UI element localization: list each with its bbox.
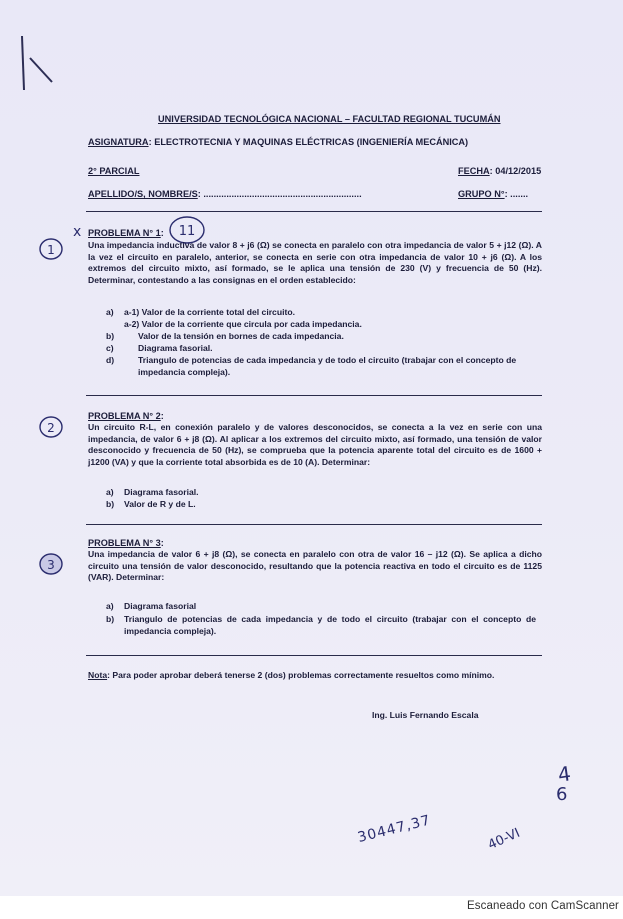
circle1-number: 1 [47,243,55,257]
handwritten-circle-2 [36,414,68,442]
name-label: APELLIDO/S, NOMBRE/S [88,189,198,199]
item-label: c) [106,343,114,353]
problem2-item [106,499,536,511]
problem2-body: Un circuito R-L, en conexión paralelo y de valores desconocidos, se conecta a la vez en serie con una impedancia, de valor 6 + j8 (Ω). Al aplicar a los extremos del circuito mixto, así formado, una tensión de valor desconocido y frecuencia de 50 (Hz), se comprueba que la potencia aparente total del circuito es de 1600 + j1200 (VA) y que la corriente total absorbida es de 10 (A). Determinar: [88,422,542,467]
subject-line [88,136,468,149]
exam-title: 2° PARCIAL [88,166,140,176]
note-line [88,670,494,682]
handwritten-score-bottom: 6 [556,784,568,805]
circle2-number: 2 [47,421,55,435]
handwritten-circle-3 [36,551,68,579]
signature: Ing. Luis Fernando Escala [372,710,479,720]
group-label: GRUPO N° [458,189,505,199]
university-title: UNIVERSIDAD TECNOLÓGICA NACIONAL – FACULTAD REGIONAL TUCUMÁN [158,114,501,124]
problem1-item [106,331,536,343]
item-label: a) [106,487,114,497]
problem1-title [88,227,164,240]
problem3-title-colon: : [160,538,164,548]
item-text: Triangulo de potencias de cada impedancia y de todo el circuito (trabajar con el concepto de impedancia compleja). [138,355,517,377]
problem1-item [106,343,536,355]
header-divider [86,211,542,212]
handwritten-x-mark: x [73,224,82,240]
problem1-item [106,319,536,331]
name-value: : .............................................................. [197,189,362,199]
problem1-item [106,355,536,378]
problem1-body: Una impedancia inductiva de valor 8 + j6 (Ω) se conecta en paralelo con otra impedancia de valor 5 + j12 (Ω). A la vez el circuito en paralelo, anterior, se conecta en serie con otra impedancia de valor 10 + j6 (Ω). A los extremos del circuito mixto, así formado, se le aplica una tensión de 230 (V) y frecuencia de 50 (Hz). Determinar, contestando a las consignas en el orden establecido: [88,240,542,285]
note-text: : Para poder aprobar deberá tenerse 2 (dos) problemas correctamente resueltos como mínimo. [107,670,495,680]
problem2-title [88,410,164,423]
item-label: b) [106,614,115,624]
item-label: d) [106,355,115,365]
problem3-title [88,537,164,550]
item-text: Valor de R y de L. [124,499,196,509]
problem2-title-text: PROBLEMA N° 2 [88,411,161,421]
problem3-title-text: PROBLEMA N° 3 [88,538,161,548]
problem2-divider [86,524,542,525]
problem3-body: Una impedancia de valor 6 + j8 (Ω), se conecta en paralelo con otra de valor 16 – j12 (Ω). Se aplica a dicho circuito una tensión de valor desconocido, resultando que la potencia reactiva en todo el circuito es de 1125 (VAR). Determinar: [88,549,542,582]
item-text: Diagrama fasorial. [124,487,199,497]
note-label: Nota [88,670,108,680]
item-text: Triangulo de potencias de cada impedancia y de todo el circuito (trabajar con el concepto de impedancia compleja). [124,614,536,636]
name-line [88,188,362,201]
item-label [106,319,124,331]
item-text: Valor de la tensión en bornes de cada impedancia. [138,331,344,341]
problem1-title-colon: : [160,228,164,238]
handwritten-number: 30447,37 [356,812,433,846]
handwritten-code: 40-VI [485,825,523,853]
problem3-item [106,601,536,613]
item-text: a-2) Valor de la corriente que circula por cada impedancia. [124,319,362,329]
item-text: a-1) Valor de la corriente total del circuito. [124,307,295,317]
handwritten-circle-1 [36,236,68,264]
scanner-watermark: Escaneado con CamScanner [467,900,619,912]
problem3-item [106,614,536,637]
circle3-number: 3 [47,558,55,572]
handwritten-one-mark [10,30,60,100]
date-line [458,165,541,178]
date-label: FECHA [458,166,490,176]
problem1-item [106,307,536,319]
subject-value: : ELECTROTECNIA Y MAQUINAS ELÉCTRICAS (INGENIERÍA MECÁNICA) [148,137,469,147]
problem1-divider [86,395,542,396]
date-value: : 04/12/2015 [489,166,542,176]
problem2-title-colon: : [160,411,164,421]
item-label: a) [106,601,114,611]
problem3-divider [86,655,542,656]
item-label: b) [106,499,115,509]
group-value: : ....... [504,189,529,199]
handwritten-score-top: 4 [556,761,573,787]
problem1-title-text: PROBLEMA N° 1 [88,228,161,238]
item-text: Diagrama fasorial. [138,343,213,353]
problem2-item [106,487,536,499]
item-text: Diagrama fasorial [124,601,197,611]
handwritten-eleven: 11 [178,224,196,239]
subject-label: ASIGNATURA [88,137,149,147]
group-line [458,188,528,201]
item-label: a) [106,307,114,317]
item-label: b) [106,331,115,341]
